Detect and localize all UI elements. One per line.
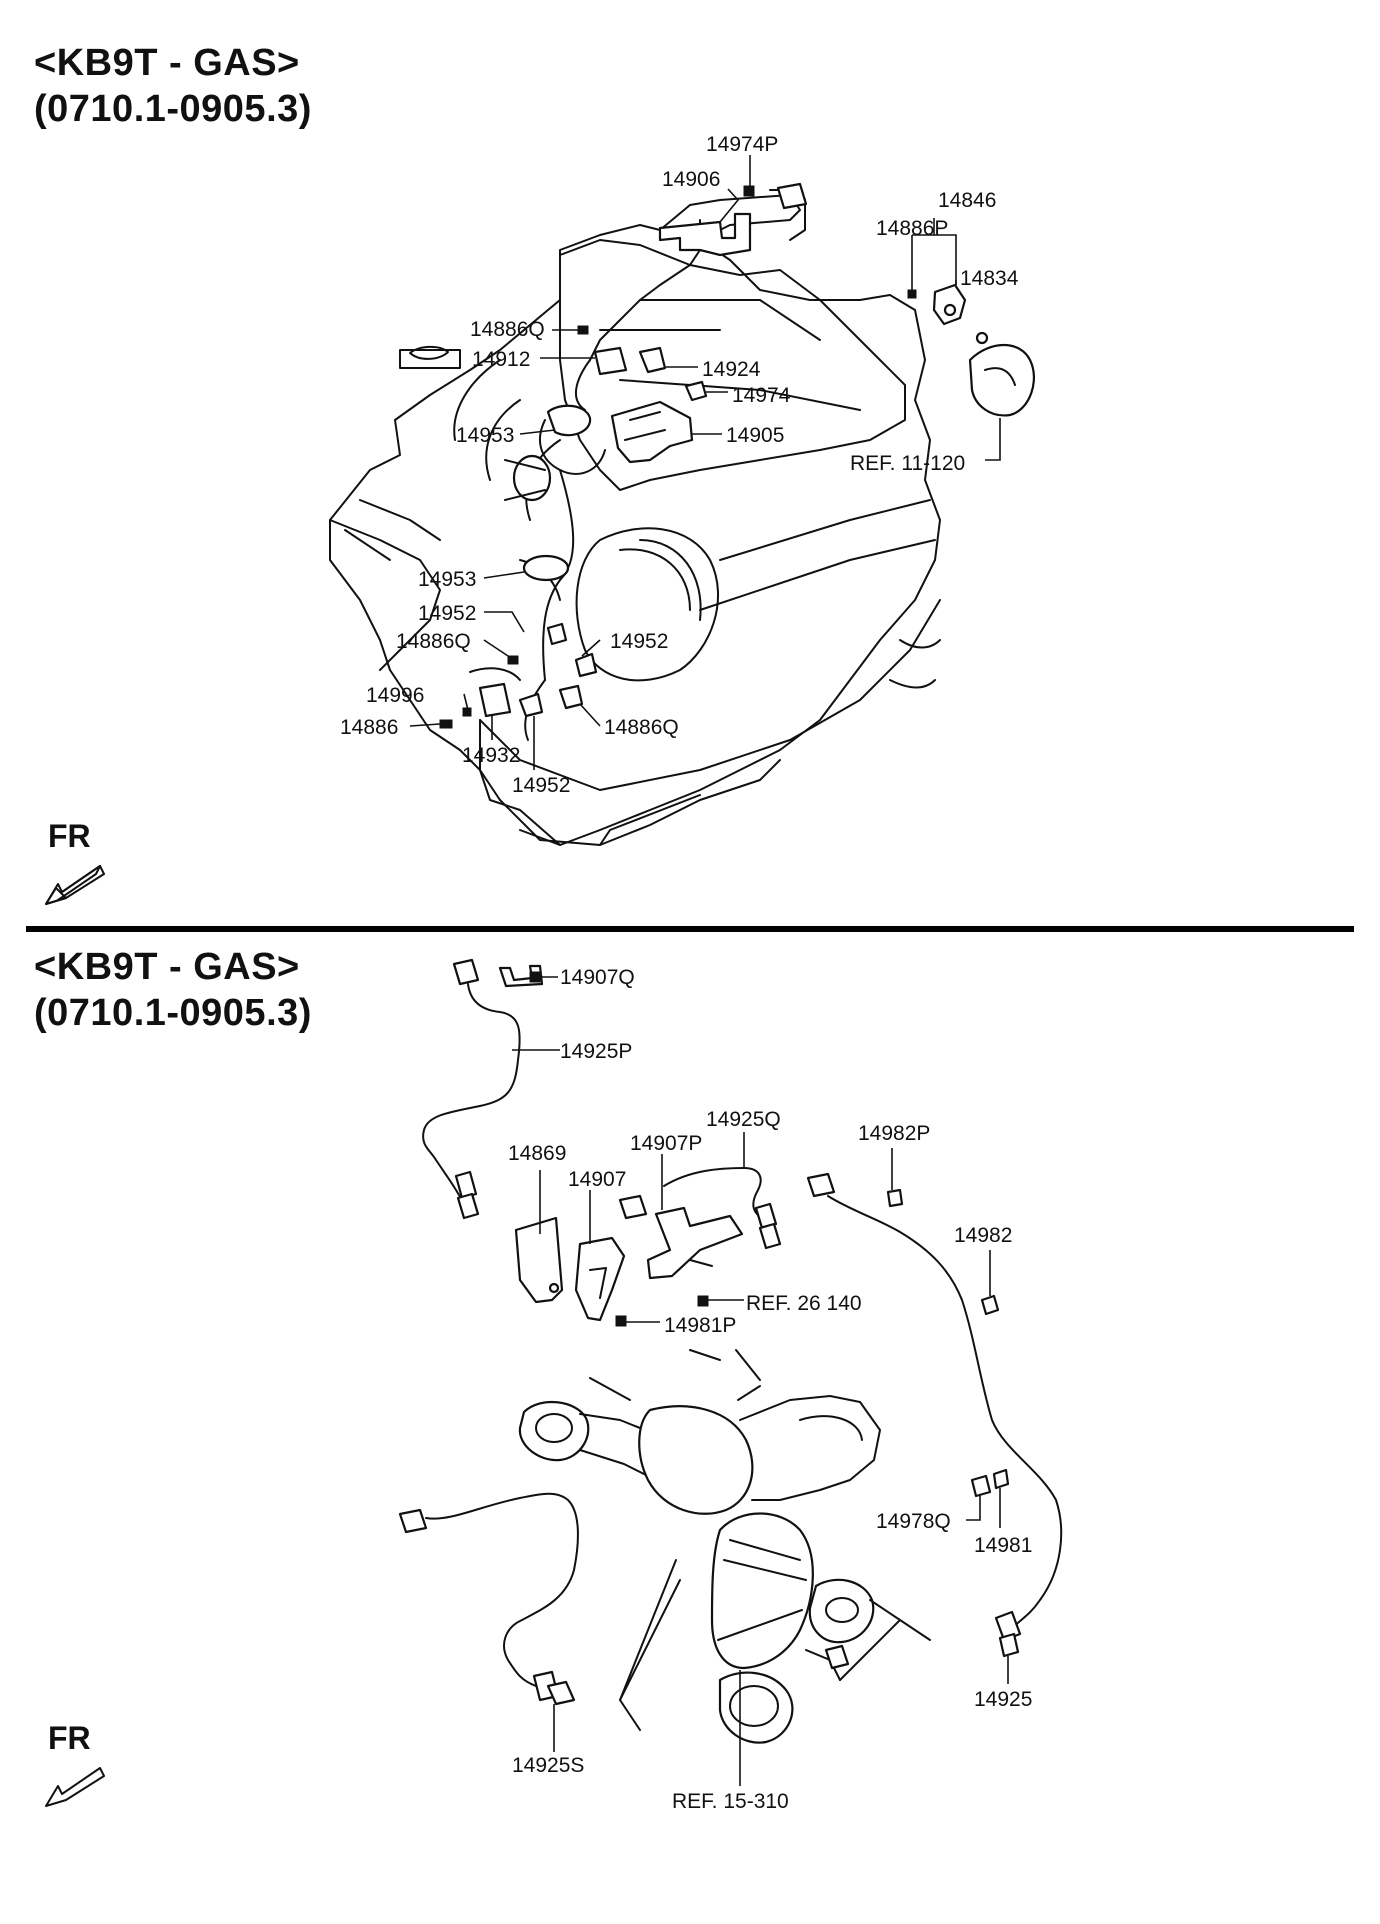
label-14925: 14925: [974, 1688, 1033, 1711]
bracket-14906: [660, 214, 750, 255]
label-14925S: 14925S: [512, 1754, 585, 1777]
exhaust-catalyst-ref-15-310: [520, 1350, 930, 1743]
timing-cover-ref-11-120: [970, 345, 1034, 415]
bolt-14886: [440, 720, 452, 728]
label-14834: 14834: [960, 267, 1019, 290]
section-2-title: <KB9T - GAS>: [34, 946, 300, 988]
section-1-fr-label: FR: [48, 818, 91, 854]
connector-14907P: [620, 1196, 646, 1218]
oxygen-sensor-14925P: [423, 960, 520, 1218]
label-14886: 14886: [340, 716, 399, 739]
section-2-fr-arrow-icon: [46, 1768, 104, 1806]
clip-14982P: [888, 1190, 902, 1206]
bracket-14907: [576, 1238, 624, 1320]
label-14925P: 14925P: [560, 1040, 633, 1063]
label-14886P: 14886P: [876, 217, 949, 240]
connector-14932: [480, 684, 510, 716]
label-14907P: 14907P: [630, 1132, 703, 1155]
label-14982: 14982: [954, 1224, 1013, 1247]
grommet-14953-lower: [524, 556, 568, 580]
clip-14974P: [744, 186, 754, 196]
label-14952-b: 14952: [610, 630, 669, 653]
bracket-14905: [612, 402, 692, 462]
label-14886Q-b: 14886Q: [396, 630, 471, 653]
bolt-14886Q-b: [508, 656, 518, 664]
label-14974: 14974: [732, 384, 791, 407]
label-14869: 14869: [508, 1142, 567, 1165]
label-14925Q: 14925Q: [706, 1108, 781, 1131]
label-14952-c: 14952: [512, 774, 571, 797]
bolt-14981P: [616, 1316, 626, 1326]
label-14953-a: 14953: [456, 424, 515, 447]
section-1-fr-arrow-icon: [46, 866, 104, 904]
clip-14982: [982, 1296, 998, 1314]
harness-connector-top: [778, 184, 806, 208]
label-ref-15-310: REF. 15-310: [672, 1790, 789, 1813]
label-14996: 14996: [366, 684, 425, 707]
bolt-ref-26-140: [698, 1296, 708, 1306]
label-14952-a: 14952: [418, 602, 477, 625]
label-ref-26-140: REF. 26 140: [746, 1292, 862, 1315]
label-14886Q-a: 14886Q: [470, 318, 545, 341]
label-14982P: 14982P: [858, 1122, 931, 1145]
label-14907: 14907: [568, 1168, 627, 1191]
label-14905: 14905: [726, 424, 785, 447]
label-14953-b: 14953: [418, 568, 477, 591]
clip-14978Q: [972, 1476, 990, 1496]
label-14932: 14932: [462, 744, 521, 767]
label-14924: 14924: [702, 358, 761, 381]
label-14886Q-c: 14886Q: [604, 716, 679, 739]
bracket-14907P: [648, 1208, 742, 1278]
label-14912: 14912: [472, 348, 531, 371]
label-14974P: 14974P: [706, 133, 779, 156]
label-14907Q: 14907Q: [560, 966, 635, 989]
label-14978Q: 14978Q: [876, 1510, 951, 1533]
connector-14886Q-c: [560, 686, 582, 708]
section-1-date-range: (0710.1-0905.3): [34, 88, 312, 130]
clip-14974: [686, 382, 706, 400]
oxygen-sensor-14925S: [400, 1494, 578, 1704]
clip-14952-a: [548, 624, 566, 644]
label-14846: 14846: [938, 189, 997, 212]
label-14981: 14981: [974, 1534, 1033, 1557]
engine-assembly-drawing: [330, 225, 940, 845]
connector-14912: [595, 348, 626, 374]
clip-14981: [994, 1470, 1008, 1488]
label-ref-11-120: REF. 11-120: [850, 452, 966, 475]
label-14981P: 14981P: [664, 1314, 737, 1337]
clip-14952-b: [576, 654, 596, 676]
clip-14907Q: [530, 972, 540, 982]
section-1-title: <KB9T - GAS>: [34, 42, 300, 84]
bolt-14886Q-a: [578, 326, 588, 334]
connector-14924: [640, 348, 665, 372]
label-14906: 14906: [662, 168, 721, 191]
clip-14952-c: [520, 694, 542, 716]
section-2-fr-label: FR: [48, 1720, 91, 1756]
section-2-date-range: (0710.1-0905.3): [34, 992, 312, 1034]
